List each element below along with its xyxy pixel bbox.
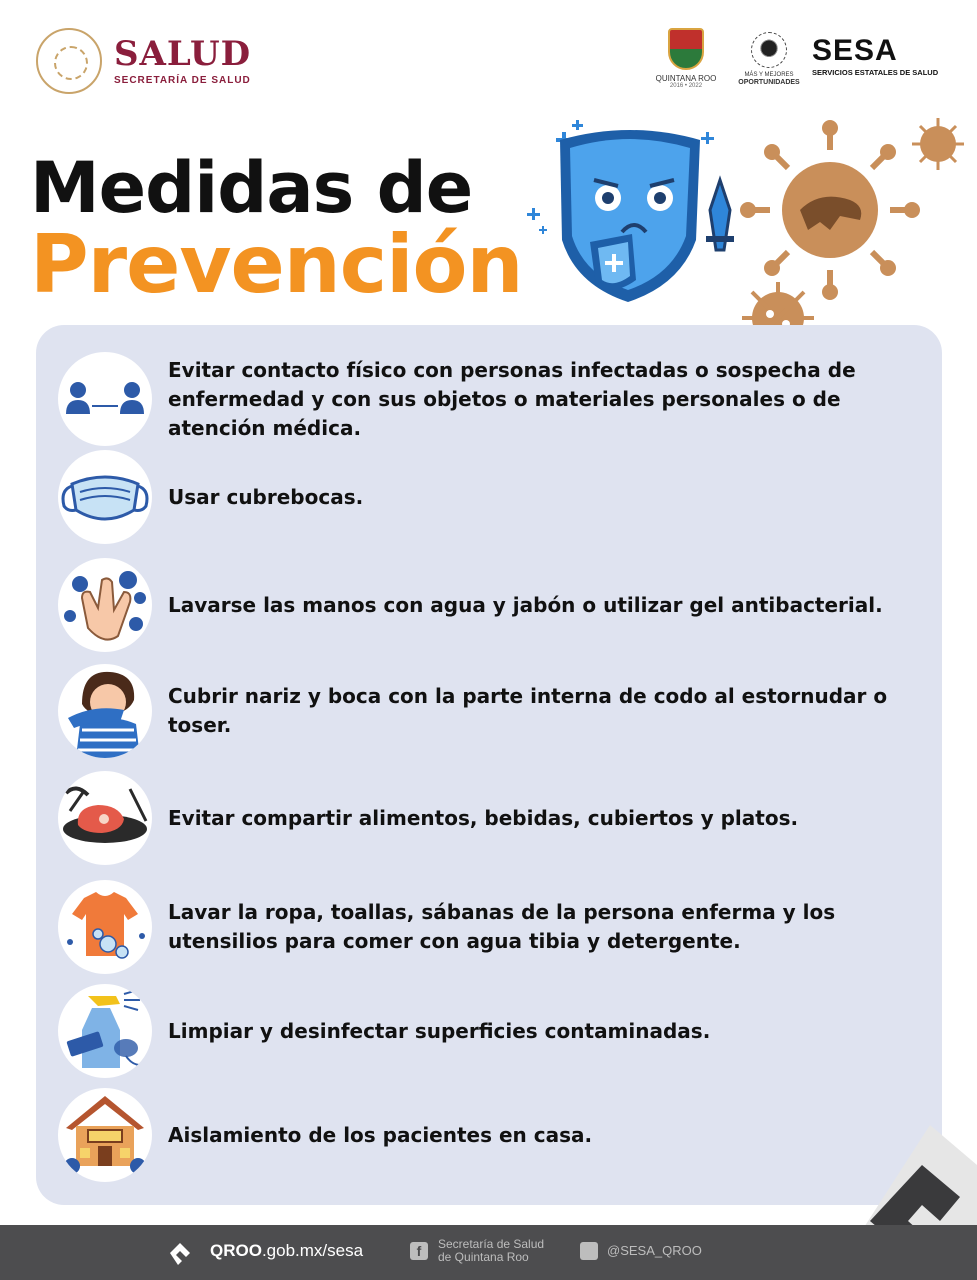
social-distance-icon (58, 352, 152, 446)
cleaning-spray-icon (58, 984, 152, 1078)
list-item (58, 880, 928, 974)
mas-line1: MÁS Y MEJORES (744, 72, 794, 78)
item-text: Lavar la ropa, toallas, sábanas de la persona enferma y los utensilios para comer con agua tibia y detergente. (168, 900, 836, 953)
mexico-seal-icon (36, 28, 102, 94)
list-item (58, 558, 928, 652)
shield-virus-illustration (520, 110, 977, 360)
laundry-shirt-icon (58, 880, 152, 974)
facebook-line2: de Quintana Roo (438, 1250, 529, 1264)
sesa-logo (812, 36, 952, 77)
page-title-line2: Prevención (30, 218, 523, 311)
face-mask-icon (58, 450, 152, 544)
tree-icon (751, 32, 787, 68)
list-item (58, 352, 928, 446)
item-text: Evitar contacto físico con personas infectadas o sospecha de enfermedad y con sus objetos o materiales personales o de atención médica. (168, 357, 856, 440)
mas-oportunidades-logo (734, 32, 804, 87)
list-item (58, 1088, 928, 1182)
facebook-link[interactable] (438, 1238, 578, 1264)
mas-line2: OPORTUNIDADES (738, 79, 800, 86)
small-virus-icon (912, 118, 964, 170)
qroo-logo-icon (166, 1239, 194, 1267)
list-item (58, 450, 928, 544)
shield-icon (560, 130, 734, 302)
sesa-title: SESA (812, 34, 898, 67)
salud-title: SALUD (114, 33, 252, 74)
quintana-roo-logo (646, 28, 726, 89)
quintana-roo-shield-icon (668, 28, 704, 70)
qroo-years: 2016 • 2022 (669, 83, 703, 89)
salud-logo (36, 28, 251, 94)
url-bold: QROO (210, 1241, 262, 1260)
virus-icon (740, 120, 920, 300)
twitter-handle[interactable]: @SESA_QROO (607, 1243, 702, 1258)
sneeze-elbow-icon (58, 664, 152, 758)
sesa-subtitle: SERVICIOS ESTATALES DE SALUD (812, 68, 939, 77)
hand-washing-icon (58, 558, 152, 652)
list-item (58, 984, 928, 1078)
website-link[interactable] (210, 1241, 363, 1261)
house-icon (58, 1088, 152, 1182)
item-text: Aislamiento de los pacientes en casa. (168, 1122, 593, 1147)
salud-subtitle: SECRETARÍA DE SALUD (114, 74, 251, 86)
facebook-line1: Secretaría de Salud (438, 1237, 545, 1251)
item-text: Limpiar y desinfectar superficies contaminadas. (168, 1018, 711, 1043)
food-plate-icon (58, 771, 152, 865)
list-item (58, 664, 928, 758)
footer (0, 1225, 977, 1280)
facebook-icon[interactable]: f (410, 1242, 428, 1260)
qroo-name: QUINTANA ROO (655, 74, 717, 83)
item-text: Evitar compartir alimentos, bebidas, cubiertos y platos. (168, 805, 799, 830)
list-item (58, 771, 928, 865)
page-title-line1: Medidas de (30, 147, 473, 229)
item-text: Usar cubrebocas. (168, 484, 364, 509)
item-text: Lavarse las manos con agua y jabón o utilizar gel antibacterial. (168, 592, 883, 617)
item-text: Cubrir nariz y boca con la parte interna de codo al estornudar o toser. (168, 684, 888, 737)
header (0, 0, 977, 110)
url-rest: .gob.mx/sesa (261, 1241, 364, 1260)
twitter-icon[interactable] (580, 1242, 598, 1260)
